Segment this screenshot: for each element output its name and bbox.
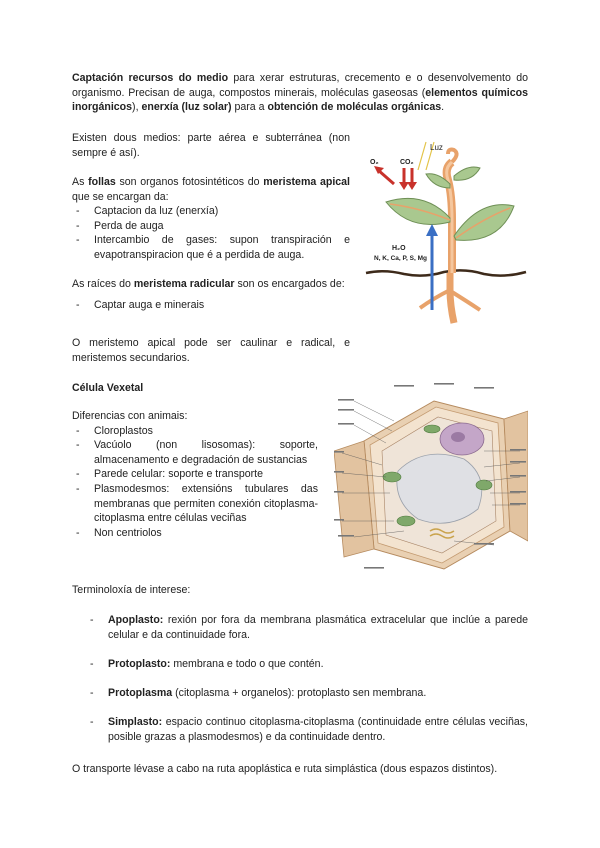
media-paragraph: Existen dous medios: parte aérea e subterránea (non sempre é así). [72, 132, 350, 159]
differences-title: Diferencias con animais: [72, 410, 188, 422]
list-item: - Intercambio de gases: supon transpiración e evapotranspiracion que é a perdida de auga. [72, 233, 350, 262]
meristem-paragraph: O meristemo apical pode ser caulinar e radical, e meristemos secundarios. [72, 337, 350, 364]
plant-cell-figure [334, 381, 528, 576]
leaves-section [72, 175, 350, 263]
leaves-list [72, 204, 350, 262]
differences-list [72, 424, 318, 541]
label-luz: Luz [430, 143, 443, 152]
term-protoplasma: - Protoplasma (citoplasma + organelos): protoplasto sen membrana. [90, 687, 427, 699]
label-co2: CO₂ [400, 159, 414, 166]
term-apoplasto: - Apoplasto: rexión por fora da membrana plasmática extracelular que inclúe a parede celular e da continuidade fora. [90, 614, 528, 641]
list-item: - Cloroplastos [72, 424, 318, 439]
roots-section [72, 277, 350, 312]
cell-title: Célula Vexetal [72, 382, 144, 394]
label-o2: O₂ [370, 159, 379, 166]
terminology-title: Terminoloxía de interese: [72, 584, 191, 596]
list-item: - Captar auga e minerais [72, 298, 350, 313]
leaves-intro: As follas son organos fotosintéticos do meristema apical que se encargan da: [72, 176, 350, 203]
term-simplasto: - Simplasto: espacio continuo citoplasma-citoplasma (continuidade entre células veciñas, posible grazas a plasmodesmos) e da continuidade dentro. [90, 716, 528, 743]
label-h2o: H₂O [392, 245, 406, 252]
label-minerals: N, K, Ca, P, S, Mg [374, 255, 427, 262]
list-item: - Vacúolo (non lisosomas): soporte, almacenamento e degradación de sustancias [72, 438, 318, 467]
roots-list [72, 298, 350, 313]
list-item: - Captacion da luz (enerxía) [72, 204, 350, 219]
list-item: - Perda de auga [72, 219, 350, 234]
roots-intro: As raíces do meristema radicular son os encargados de: [72, 278, 345, 290]
list-item: - Non centriolos [72, 526, 318, 541]
list-item: - Parede celular: soporte e transporte [72, 467, 318, 482]
term-protoplasto: - Protoplasto: membrana e todo o que contén. [90, 658, 324, 670]
differences-section [72, 409, 318, 540]
intro-paragraph: Captación recursos do medio para xerar estruturas, crecemento e o desenvolvemento do organismo. Precisan de auga, compostos minerais, moléculas gaseosas (elementos químicos inorgánicos), enerxía (luz solar) para a obtención de moléculas orgánicas. [72, 72, 528, 114]
list-item: - Plasmodesmos: extensións tubulares das membranas que permiten conexión citoplasma-citoplasma entre células veciñas [72, 482, 318, 526]
closing-paragraph: O transporte lévase a cabo na ruta apoplástica e ruta simplástica (dous espazos distintos). [72, 763, 498, 775]
plant-figure [364, 140, 528, 324]
